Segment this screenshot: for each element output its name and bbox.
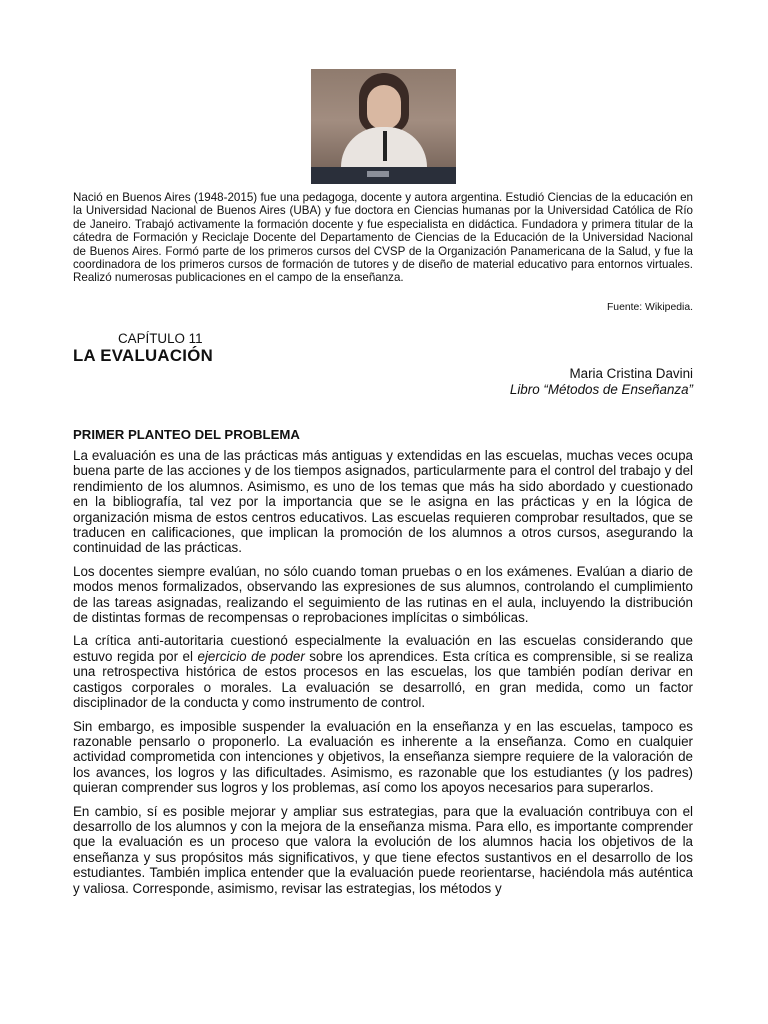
chapter-label: CAPÍTULO 11 <box>118 331 203 346</box>
paragraph-4: Sin embargo, es imposible suspender la evaluación en la enseñanza y en las escuelas, tampoco es razonable pensarlo o proponerlo. La evaluación es inherente a la enseñanza. Como en cualquier actividad comprometida con intenciones y objetivos, la enseñanza siempre requiere de la valoración de los avances, los logros y las dificultades. Asimismo, es razonable que los estudiantes (y los padres) quieran comprender sus logros y los problemas, así como los apoyos necesarios para superarlos. <box>73 718 693 796</box>
microphone-icon <box>383 131 387 161</box>
chapter-title: LA EVALUACIÓN <box>73 346 214 365</box>
paragraph-1: La evaluación es una de las prácticas más antiguas y extendidas en las escuelas, muchas veces ocupa buena parte de las acciones y de los tiempos asignados, particularmente para el control del trabajo y del rendimiento de los alumnos. Asimismo, es uno de los temas que más ha sido abordado y cuestionado en la bibliografía, tal vez por la importancia que se le asigna en las prácticas y en la lógica de organización misma de estos centros educativos. Las escuelas requieren comprobar resultados, que se traducen en calificaciones, que implican la promoción de los alumnos a otros cursos, asegurando la continuidad de las prácticas. <box>73 448 693 556</box>
paragraph-3-start: La crítica anti-autoritaria cuestionó especialmente la evaluación en las escuelas considerando que estuvo regida por el <box>73 633 693 664</box>
section-body <box>73 448 693 904</box>
author-biography: Nació en Buenos Aires (1948-2015) fue una pedagoga, docente y autora argentina. Estudió Ciencias de la educación en la Universidad Nacional de Buenos Aires (UBA) y fue doctora en Ciencias humanas por la Universidad Católica de Río de Janeiro. Trabajó activamente la formación docente y fue especialista en didáctica. Fundadora y primera titular de la cátedra de Formación y Reciclaje Docente del Departamento de Ciencias de la Educación de la Universidad Nacional de Buenos Aires. Formó parte de los primeros cursos del CVSP de la Organización Panamericana de la Salud, y fue la coordinadora de los primeros cursos de formación de tutores y de diseño de material educativo para entornos virtuales. Realizó numerosas publicaciones en el campo de la enseñanza. <box>73 191 693 285</box>
paragraph-5: En cambio, sí es posible mejorar y ampliar sus estrategias, para que la evaluación contribuya con el desarrollo de los alumnos y con la mejora de la enseñanza misma. Para ello, es importante comprender que la evaluación es un proceso que valora la evolución de los alumnos hacia los objetivos de la enseñanza y sus propósitos más significativos, y que tiene efectos sustantivos en el desarrollo de los estudiantes. También implica entender que la evaluación puede reorientarse, haciéndola más auténtica y valiosa. Corresponde, asimismo, revisar las estrategias, los métodos y <box>73 803 693 896</box>
portrait-nameplate <box>367 171 389 177</box>
chapter-author: Maria Cristina Davini <box>569 366 693 381</box>
paragraph-3 <box>73 633 693 710</box>
paragraph-3-end: sobre los aprendices. Esta crítica es comprensible, si se realiza una retrospectiva histórica de estos procesos en las escuelas, los que también podían derivar en castigos corporales o morales. La evaluación se desarrolló, en gran medida, como un factor disciplinador de la conducta y como instrumento de control. <box>73 648 693 711</box>
paragraph-3-emphasis: ejercicio de poder <box>197 648 305 664</box>
author-portrait-photo <box>311 69 456 184</box>
book-title: Libro “Métodos de Enseñanza” <box>509 382 693 397</box>
biography-source: Fuente: Wikipedia. <box>606 302 693 313</box>
paragraph-2: Los docentes siempre evalúan, no sólo cuando toman pruebas o en los exámenes. Evalúan a diario de modos menos formalizados, observando las expresiones de sus alumnos, controlando el cumplimiento de las tareas asignadas, realizando el seguimiento de las rutinas en el aula, incluyendo la distribución de distintas formas de recompensas o reprobaciones implícitas o simbólicas. <box>73 563 693 626</box>
section-heading: PRIMER PLANTEO DEL PROBLEMA <box>73 427 300 442</box>
portrait-face <box>367 85 401 129</box>
